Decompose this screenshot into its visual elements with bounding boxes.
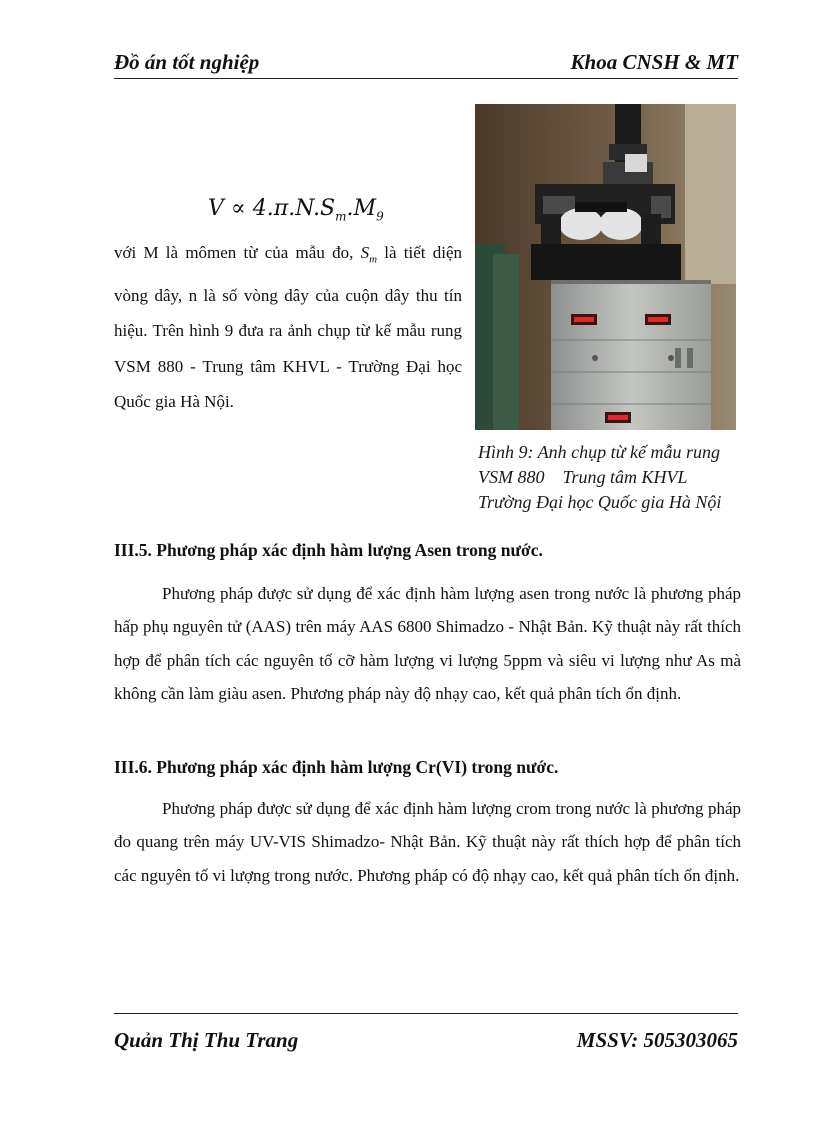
- formula-proportional: ∝: [230, 196, 246, 221]
- intro-part2: là tiết diện vòng dây, n là số vòng dây của cuộn dây thu tín hiệu. Trên hình 9 đưa ra ảnh chụp từ kế mẫu rung VSM 880 - Trung tâm KHVL - Trường Đại học Quốc gia Hà Nội.: [114, 243, 462, 412]
- caption-line-1: Hình 9: Anh chụp từ kế mẫu rung: [478, 442, 720, 462]
- vsm-photo: [475, 104, 736, 430]
- caption-line-2: VSM 880 Trung tâm KHVL: [478, 467, 688, 487]
- footer-student-id: MSSV: 505303065: [576, 1028, 738, 1052]
- header-thesis-title: Đồ án tốt nghiệp: [114, 50, 260, 74]
- formula-lhs: V: [208, 196, 224, 221]
- section-heading-crom: III.6. Phương pháp xác định hàm lượng Cr(VI) trong nước.: [114, 757, 559, 777]
- caption-line-3: Trường Đại học Quốc gia Hà Nội: [478, 492, 722, 512]
- section-body-asen: Phương pháp được sử dụng để xác định hàm lượng asen trong nước là phương pháp hấp phụ nguyên tử (AAS) trên máy AAS 6800 Shimadzo - Nhật Bản. Kỹ thuật này rất thích hợp để phân tích các nguyên tố cỡ hàm lượng vi lượng 5ppm và siêu vi lượng như As mà không cần làm giàu asen. Phương pháp này độ nhạy cao, kết quả phân tích ổn định.: [114, 584, 741, 703]
- footer-author: Quản Thị Thu Trang: [114, 1028, 299, 1052]
- formula-rhs: 4.π.N.S: [252, 196, 336, 221]
- formula-sub-m: m: [335, 209, 347, 224]
- section-heading-asen: III.5. Phương pháp xác định hàm lượng Asen trong nước.: [114, 540, 543, 560]
- symbol-sm: [360, 243, 378, 266]
- header-faculty: Khoa CNSH & MT: [570, 50, 738, 74]
- formula-mid: .M: [346, 196, 377, 221]
- intro-part1: với M là mômen từ của mẫu đo,: [114, 243, 361, 262]
- formula: [208, 196, 384, 223]
- section-body-crom: Phương pháp được sử dụng để xác định hàm lượng crom trong nước là phương pháp đo quang trên máy UV-VIS Shimadzo- Nhật Bản. Kỹ thuật này rất thích hợp để phân tích các nguyên tố vi lượng trong nước. Phương pháp có độ nhạy cao, kết quả phân tích ổn định.: [114, 799, 741, 885]
- symbol-sub: m: [369, 253, 378, 266]
- page-footer: [114, 1013, 738, 1054]
- page-header: [114, 48, 738, 79]
- symbol-s: S: [360, 243, 370, 262]
- formula-sub-9: 9: [376, 209, 384, 224]
- figure-caption: [478, 440, 740, 515]
- intro-paragraph: [114, 235, 462, 420]
